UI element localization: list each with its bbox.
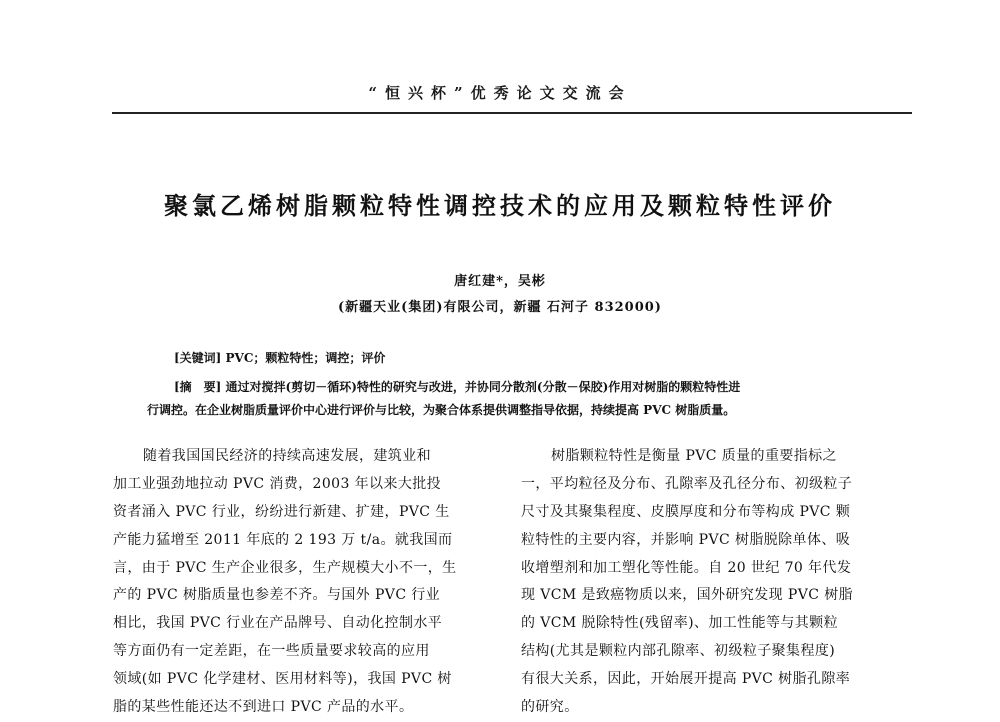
abstract-line: 行调控。在企业树脂质量评价中心进行评价与比较，为聚合体系提供调整指导依据，持续提高 PVC 树脂质量。 [147,403,736,417]
body-text-line: 言，由于 PVC 生产企业很多，生产规模大小不一，生 [113,559,457,576]
body-text-line: 现 VCM 是致癌物质以来，国外研究发现 PVC 树脂 [521,587,853,604]
body-text-line: 随着我国国民经济的持续高速发展，建筑业和 [143,448,431,464]
body-text-line: 结构(尤其是颗粒内部孔隙率、初级粒子聚集程度) [521,643,836,660]
body-text-line: 一，平均粒径及分布、孔隙率及孔径分布、初级粒子 [521,475,853,492]
article-authors: 唐红建*，吴彬 [454,274,546,289]
body-text-line: 等方面仍有一定差距，在一些质量要求较高的应用 [113,643,430,660]
body-text-line: 的 VCM 脱除特性(残留率)、加工性能等与其颗粒 [521,615,838,632]
conference-header: “恒兴杯”优秀论文交流会 [368,84,632,102]
body-text-line: 粒特性的主要内容，并影响 PVC 树脂脱除单体、吸 [521,531,851,548]
author-affiliation: (新疆天业(集团)有限公司，新疆 石河子 832000) [338,300,662,315]
body-text-line: 产能力猛增至 2011 年底的 2 193 万 t/a。就我国而 [113,531,453,548]
body-text-line: 资者涌入 PVC 行业，纷纷进行新建、扩建，PVC 生 [113,503,450,520]
body-text-line: 相比，我国 PVC 行业在产品牌号、自动化控制水平 [113,615,443,632]
body-text-line: 尺寸及其聚集程度、皮膜厚度和分布等构成 PVC 颗 [521,503,851,520]
keywords: [关键词] PVC；颗粒特性；调控；评价 [174,351,386,365]
body-text-line: 产的 PVC 树脂质量也参差不齐。与国外 PVC 行业 [113,587,441,604]
body-text-line: 领域(如 PVC 化学建材、医用材料等)，我国 PVC 树 [113,671,452,688]
body-text-line: 脂的某些性能还达不到进口 PVC 产品的水平。 [113,699,414,716]
body-column-right [521,443,913,722]
body-text-line: 有很大关系，因此，开始展开提高 PVC 树脂孔隙率 [521,671,851,688]
body-text-line: 树脂颗粒特性是衡量 PVC 质量的重要指标之 [551,448,837,464]
header-divider [112,112,912,114]
article-title: 聚氯乙烯树脂颗粒特性调控技术的应用及颗粒特性评价 [164,191,836,220]
body-text-line: 加工业强劲地拉动 PVC 消费，2003 年以来大批投 [113,475,442,492]
body-text-line: 收增塑剂和加工塑化等性能。自 20 世纪 70 年代发 [521,559,852,576]
body-column-left [113,443,505,722]
abstract-line: [摘 要] 通过对搅拌(剪切－循环)特性的研究与改进，并协同分散剂(分散－保胶)作用对树脂的颗粒特性进 [174,380,741,394]
body-text-line: 的研究。 [521,699,579,716]
